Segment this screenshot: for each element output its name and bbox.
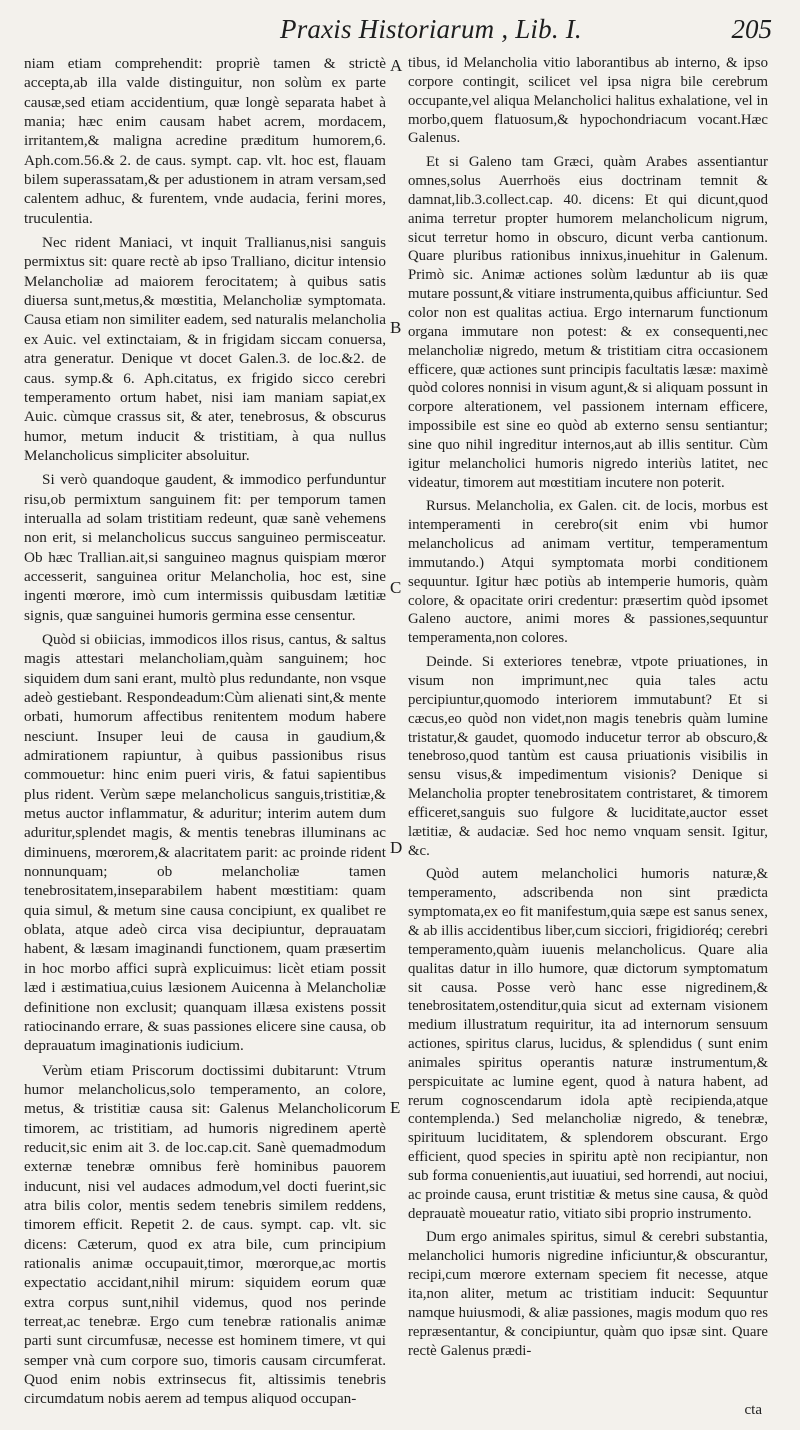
paragraph: tibus, id Melancholia vitio laborantibus ab interno, & ipso corpore contingit, scilicet vel ipsa nigra bile cerebrum occupante,vel aliqua Melancholici halitus exhalatione, vel in morbo,quem flatuosum,& hypochondriacum vocant.Hæc Galenus. [408,55,768,147]
paragraph: Nec rident Maniaci, vt inquit Trallianus,nisi sanguis permixtus sit: quare rectè ab ipso Tralliano, dicitur intensio Melancholiæ ad maiorem ferocitatem; à quibus satis diuersa sunt,metus,& mœstitia, Melancholiæ symptomata. Causa etiam non similiter eadem, sed naturalis melancholia ex Auic. vel extinctaiam, & in frigidam siccam conuersa, atra generatur. Denique vt docet Galen.3. de loc.&2. de caus. symp.& 6. Aph.citatus, ex frigido sicco cerebri temperamento ortum habet, nisi iam maniam sapiat,ex Auic. cùmque crassus sit, & ater, tenebrosus, & obscurus humor, metum inducit & tristitiam, à qua nullus Melancholicus simpliciter absoluitur. [24,234,386,464]
running-head: Praxis Historiarum , Lib. I. [280,14,582,44]
paragraph: Quòd autem melancholici humoris naturæ,& temperamento, adscribenda non sint prædicta symptomata,ex eo fit manifestum,quia sæpe est sanus senex, & ab illis accidentibus liber,cum sicciori, frigidioréq; cerebri temperamento,quàm iuuenis melancholicus. Quare alia qualitas datur in illo humore, quæ dictorum symptomatum sit causa. Posse verò hanc esse nigredinem,& tenebrositatem,ostenditur,quia sicut ad externam visionem medium illustratum requiritur, ita ad internorum sensuum actiones, spiritus clarus, lucidus, & splendidus ( sunt enim animales spiritus operantis naturæ instrumentum,& perspicuitate ac lumine egent, quod à natura habent, ad rerum cognoscendarum idola aptè recipienda,atque contemplenda.) Sed melancholiæ nigredo, & tenebræ, spirituum luciditatem, & splendorem obscurant. Ergo efficient, quod species in spiritu aptè non recipiantur, non sub forma conuenientis,aut iuuatiui, sed horrendi, aut nociui, ac proinde causa, erunt tristitiæ & metus sine causa, & quòd deprauatè moueatur ratio, vitiato sibi proprio instrumento. [408,866,768,1222]
paragraph: Deinde. Si exteriores tenebræ, vtpote priuationes, in visum non imprimunt,nec quia tales actu percipiuntur,quomodo interiorem immutabunt? Et si cæcus,eo quòd non videt,non magis tenebris quàm lumine tristatur,& gaudet, quomodo inducetur terror ab obscuro,& tenebroso,quod tantùm est causa priuationis visibilis in sensu visus,& impedimentum visionis? Denique si Melancholia propter tenebrositatem contristaret, & timorem efficeret,sanguis suo fulgore & luciditate,auctor esset lætitiæ, & audaciæ. Sed hoc nemo vnquam sensit. Igitur, &c. [408,654,768,859]
paragraph: niam etiam comprehendit: propriè tamen & strictè accepta,ab illa valde distinguitur, non solùm ex parte causæ,sed etiam accidentium, quæ longè separata habet à mania; hæc enim causam habet acrem, mordacem, irritantem,& maligna acredine præditum humorem,6. Aph.com.56.& 2. de caus. sympt. cap. vlt. hoc est, flauam bilem superassatam,& per adustionem in atram versam,sed calentem adhuc, & furentem, vnde audacia, ferini mores, truculentia. [24,55,386,227]
margin-marker-b: B [390,318,402,337]
paragraph: Et si Galeno tam Græci, quàm Arabes assentiantur omnes,solus Auerrhoës eius doctrinam temnit & damnat,lib.3.collect.cap. 40. dicens: Et qui dicunt,quod anima terretur propter humorem melancholicum nigrum, sicut terretur homo in obscuro, dicunt verba cantionum. Quare pluribus rationibus innixus,inuehitur in Galenum. Primò sic. Animæ actiones solùm læduntur ab iis quæ mutare possunt,& vitiare instrumenta,quibus afficiuntur. Sed color non est qualitas actiua. Ergo internarum functionum organa immutare non potest: & ex consequenti,nec melancholiæ nigredo, metum & tristitiam citra occasionem efficere, quæ actiones sunt principis facultatis læsæ: maximè quòd colores nonnisi in visum agunt,& si aliquam possunt in corpore alterationem, vel passionem internam efficere, impossibile est sine eo quòd ab externo sensu sentiantur; sine quo nihil ingreditur internos,aut ab illis sentitur. Cùm igitur melancholici humoris nigredo interiùs latitet, nec videatur, timorem aut mœstitiam incutere non poterit. [408,154,768,491]
margin-marker-e: E [390,1098,401,1117]
paragraph: Si verò quandoque gaudent, & immodico perfunduntur risu,ob permixtum sanguinem fit: per temporum tamen interualla ad solam tristitiam redeunt, quæ sanè vehemens non erit, si melancholicus succus sanguineo permisceatur. Ob hæc Trallian.ait,si sanguineo magnus quispiam mœror accesserit, sanguinea oritur Melancholia, hoc est, sine ingenti mœrore, imò cum intermissis quibusdam lætitiæ signis, quæ sanguinei humoris germina esse censentur. [24,471,386,624]
paragraph: Quòd si obiicias, immodicos illos risus, cantus, & saltus magis attestari melancholiam,quàm sanguinem; hoc siquidem dum sani erant, multò plus redundante, non vsque adeò gestiebant. Respondeadum:Cùm alienati sint,& mente orbati, humorum affectibus renitentem modum habere nesciunt. Insuper leui de causa in gaudium,& admirationem rapiuntur, à quibus passionibus risus commouetur: hinc enim pueri viris, & fatui sapientibus plus rident. Verùm sæpe melancholicus sanguis,tristitiæ,& metus auctor inflammatur, & aduritur; interim autem dum aduritur,splendet magis, & mentis tenebras illuminans ac diminuens, mœrorem,& alacritatem parit: ac proinde rident nonnunquam; ob melancholiæ tamen tenebrositatem,inseparabilem habent mœstitiam: quam quia simul, & metum sine causa concipiunt, ex qualibet re oblata, atque adeò circa visa decipiuntur, deprauatam habent, & læsam imaginandi functionem, quam præsertim in hoc morbo affici suprà explicuimus: licèt etiam possit læd i æstimatiua,cuius læsionem Auicenna à Melancholiæ definitione non exclusit; quanquam illæsa existens possit ratiocinando errare, & suas passiones elicere sine causa, ob deprauatum imaginationis iudicium. [24,630,386,1055]
margin-marker-d: D [390,838,403,857]
paragraph: Verùm etiam Priscorum doctissimi dubitarunt: Vtrum humor melancholicus,solo temperamento, an colore, metus, & tristitiæ causa sit: Galenus Melancholicorum timorem, ac tristitiam, ad humoris nigredinem apertè reducit,sic enim ait 3. de loc.cap.cit. Sanè quemadmodum externæ tenebræ omnibus ferè hominibus pauorem inducunt, nisi vel audaces admodum,vel docti fuerint,sic atra bilis color, mentis sedem tenebris similem reddens, timorem efficit. Repetit 2. de caus. sympt. cap. vlt. sic dicens: Cæterum, quod ex atra bile, cum principium rationalis animæ occupauit,timor, mœrorque,ac mortis expectatio accidant,nihil mirum: siquidem eorum quæ extra corpus sunt,nihil videmus, quod nos perinde terreat,ac tenebræ. Ergo cum tenebræ rationalis animæ parti sunt circumfusæ, necesse est hominem timere, vt qui semper vnà cum corpore suo, timoris causam circumferat. Quod enim nobis extrinsecus fit, altissimis tenebris circumdatum nobis aerem ad tempus aliquod occupan- [24,1061,386,1408]
margin-marker-c: C [390,578,402,597]
paragraph: Rursus. Melancholia, ex Galen. cit. de locis, morbus est intemperamenti in cerebro(sit enim vbi humor melancholicus ad animam vertitur, temperamentum immutando.) Atqui symptomata morbi conditionem sequuntur. Igitur hæc potiùs ab intemperie humoris, quàm colore, & opacitate oriri credentur: præsertim quòd ipsomet Galeno auctore, animi mores & passiones,sequuntur temperamenta,non colores. [408,498,768,647]
page-header [0,14,800,54]
margin-marker-a: A [390,56,403,75]
catchword: cta [744,1402,762,1418]
page-number: 205 [731,14,772,44]
left-column [24,54,386,1409]
right-column [408,54,768,1360]
paragraph: Dum ergo animales spiritus, simul & cerebri substantia, melancholici humoris nigredine inficiuntur,& obscurantur, recipi,cum mœrore externam speciem fit necesse, atque ita,non aliter, metum ac tristitiam inducit: Sequuntur namque huiusmodi, & aliæ passiones, magis modum quo res repræsentantur, & concipiuntur, quàm quo ipsæ sint. Quare rectè Galenus prædi- [408,1229,768,1359]
